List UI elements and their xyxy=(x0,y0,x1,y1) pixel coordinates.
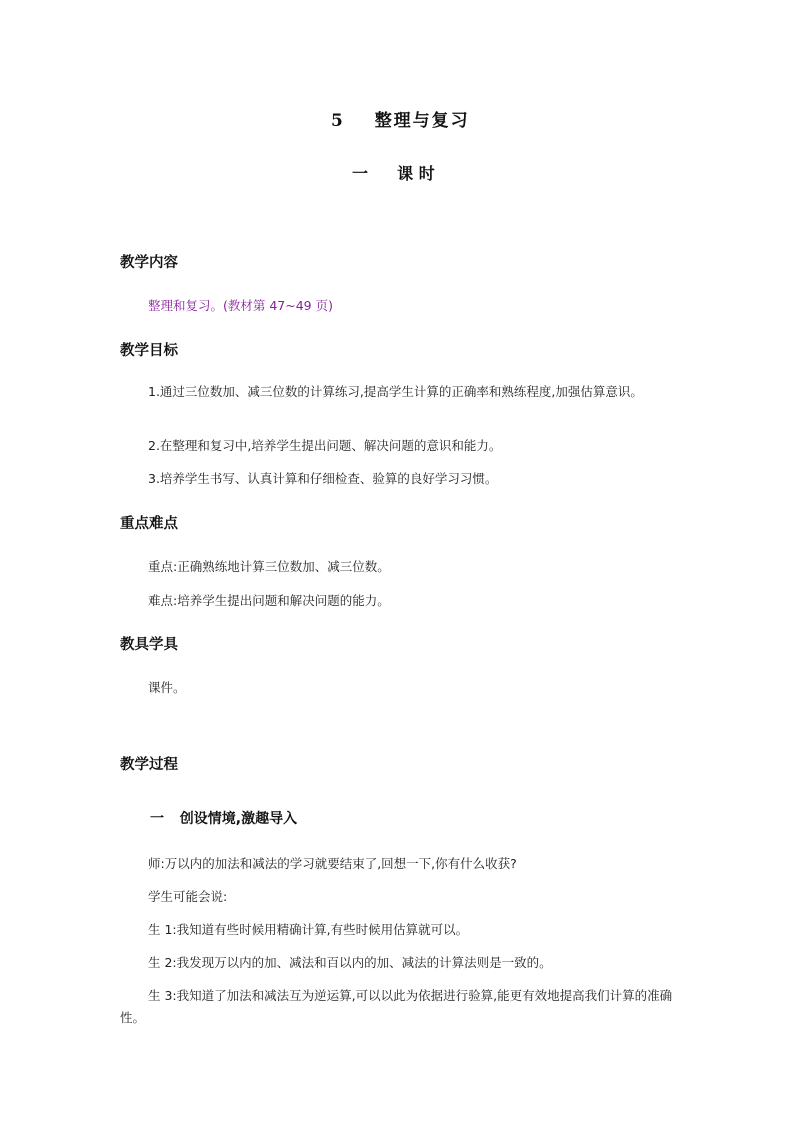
process-paragraph-4: 生 2:我发现万以内的加、减法和百以内的加、减法的计算法则是一致的。 xyxy=(148,955,552,970)
goal-item-3: 3.培养学生书写、认真计算和仔细检查、验算的良好学习习惯。 xyxy=(148,471,498,486)
keypoint-item-2: 难点:培养学生提出问题和解决问题的能力。 xyxy=(148,593,390,608)
heading-process: 教学过程 xyxy=(120,757,178,773)
title-number: 5 xyxy=(331,111,345,131)
lesson-subtitle xyxy=(352,161,435,184)
goal-item-2: 2.在整理和复习中,培养学生提出问题、解决问题的意识和能力。 xyxy=(148,438,502,453)
subtitle-text: 课 时 xyxy=(397,164,435,183)
heading-content: 教学内容 xyxy=(120,255,178,271)
process-step-1 xyxy=(150,808,297,828)
page-title xyxy=(331,106,470,131)
heading-tools: 教具学具 xyxy=(120,637,178,653)
step-1-number: 一 xyxy=(150,811,164,827)
subtitle-number: 一 xyxy=(352,164,369,183)
tools-line: 课件。 xyxy=(148,680,186,695)
step-1-title: 创设情境,激趣导入 xyxy=(179,811,298,827)
keypoint-item-1: 重点:正确熟练地计算三位数加、减三位数。 xyxy=(148,559,390,574)
content-line: 整理和复习。(教材第 47~49 页) xyxy=(148,298,333,313)
process-paragraph-2: 学生可能会说: xyxy=(148,889,228,904)
goal-item-1: 1.通过三位数加、减三位数的计算练习,提高学生计算的正确率和熟练程度,加强估算意识。 xyxy=(148,384,643,399)
process-paragraph-1: 师:万以内的加法和减法的学习就要结束了,回想一下,你有什么收获? xyxy=(148,856,517,871)
process-paragraph-3: 生 1:我知道有些时候用精确计算,有些时候用估算就可以。 xyxy=(148,922,469,937)
heading-keypoints: 重点难点 xyxy=(120,516,178,532)
heading-goals: 教学目标 xyxy=(120,343,178,359)
process-paragraph-5: 生 3:我知道了加法和减法互为逆运算,可以以此为依据进行验算,能更有效地提高我们计算的准确性。 xyxy=(120,988,673,1025)
title-text: 整理与复习 xyxy=(374,111,470,131)
